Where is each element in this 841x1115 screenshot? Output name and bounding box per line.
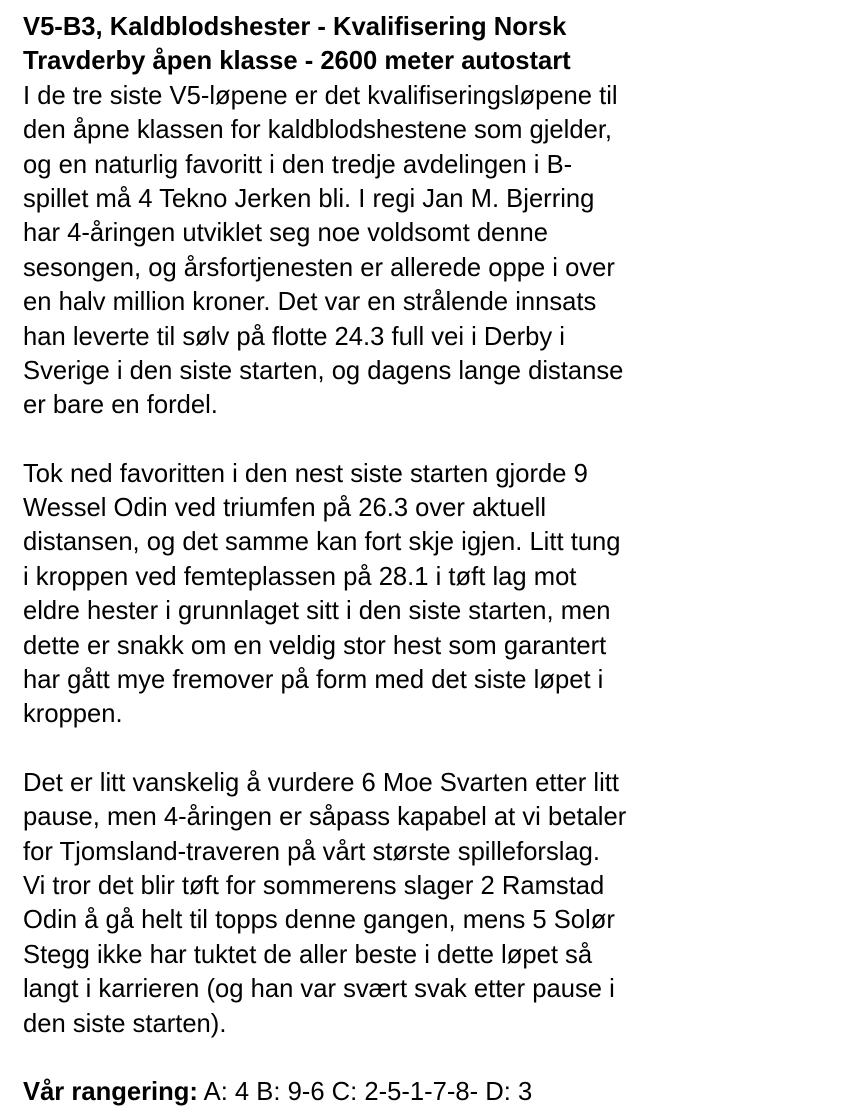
text-line: dette er snakk om en veldig stor hest som garantert xyxy=(23,631,607,660)
text-line: den åpne klassen for kaldblodshestene som gjelder, xyxy=(23,116,613,145)
text-line: Sverige i den siste starten, og dagens lange distanse xyxy=(23,356,624,385)
paragraph-moe-svarten xyxy=(23,766,823,1041)
text-line: langt i karrieren (og han var svært svak etter pause i xyxy=(23,975,615,1004)
text-line: sesongen, og årsfortjenesten er allerede oppe i over xyxy=(23,253,615,282)
ranking-label: Vår rangering: xyxy=(23,1077,198,1106)
heading-line: V5-B3, Kaldblodshester - Kvalifisering Norsk xyxy=(23,13,567,41)
text-line: en halv million kroner. Det var en strålende innsats xyxy=(23,288,597,317)
text-line: og en naturlig favoritt i den tredje avdelingen i B- xyxy=(23,150,573,179)
text-line: I de tre siste V5-løpene er det kvalifiseringsløpene til xyxy=(23,81,618,110)
text-line: har 4-åringen utviklet seg noe voldsomt denne xyxy=(23,219,548,248)
ranking-value: A: 4 B: 9-6 C: 2-5-1-7-8- D: 3 xyxy=(197,1077,533,1106)
text-line: spillet må 4 Tekno Jerken bli. I regi Jan M. Bjerring xyxy=(23,184,595,213)
text-line: i kroppen ved femteplassen på 28.1 i tøft lag mot xyxy=(23,562,577,591)
text-line: er bare en fordel. xyxy=(23,391,218,420)
paragraph-tekno-jerken xyxy=(23,79,823,423)
document xyxy=(23,10,823,1109)
paragraph-wessel-odin xyxy=(23,457,823,732)
heading-line: Travderby åpen klasse - 2600 meter autostart xyxy=(23,47,571,76)
text-line: Odin å gå helt til topps denne gangen, mens 5 Solør xyxy=(23,906,615,935)
text-line: han leverte til sølv på flotte 24.3 full vei i Derby i xyxy=(23,322,565,351)
text-line: pause, men 4-åringen er såpass kapabel at vi betaler xyxy=(23,803,627,832)
text-line: Wessel Odin ved triumfen på 26.3 over aktuell xyxy=(23,494,547,523)
text-line: distansen, og det samme kan fort skje igjen. Litt tung xyxy=(23,528,621,557)
text-line: for Tjomsland-traveren på vårt største spilleforslag. xyxy=(23,837,601,866)
text-line: kroppen. xyxy=(23,700,123,729)
text-line: eldre hester i grunnlaget sitt i den siste starten, men xyxy=(23,597,611,626)
text-line: Vi tror det blir tøft for sommerens slager 2 Ramstad xyxy=(23,871,605,900)
text-line: Tok ned favoritten i den nest siste starten gjorde 9 xyxy=(23,459,588,488)
ranking-line xyxy=(23,1075,823,1109)
text-line: har gått mye fremover på form med det siste løpet i xyxy=(23,666,604,695)
race-heading xyxy=(23,10,823,79)
text-line: den siste starten). xyxy=(23,1009,227,1038)
text-line: Stegg ikke har tuktet de aller beste i dette løpet så xyxy=(23,940,593,969)
text-line: Det er litt vanskelig å vurdere 6 Moe Svarten etter litt xyxy=(23,768,620,797)
